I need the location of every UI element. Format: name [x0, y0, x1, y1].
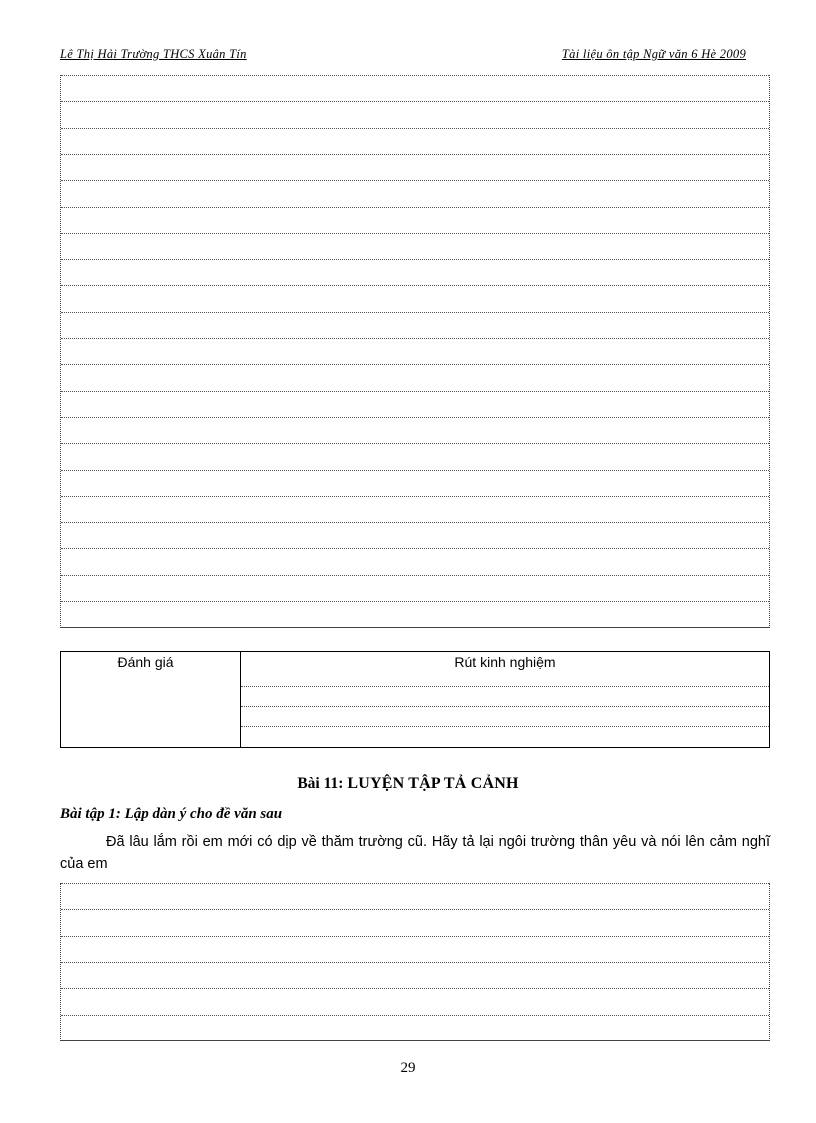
ruled-line — [61, 936, 769, 937]
ruled-line — [61, 75, 769, 76]
ruled-line — [61, 364, 769, 365]
ruled-line — [61, 1015, 769, 1016]
ruled-line — [241, 726, 769, 727]
ruled-line — [61, 883, 769, 884]
lesson-title — [0, 775, 816, 793]
ruled-line — [61, 285, 769, 286]
ruled-line — [61, 962, 769, 963]
lesson-number: Bài 11: — [297, 775, 344, 792]
lessons-learned-column — [241, 652, 769, 747]
writing-area-top — [60, 75, 770, 628]
header-document-title: Tài liệu ôn tập Ngữ văn 6 Hè 2009 — [561, 47, 746, 61]
ruled-line — [61, 988, 769, 989]
ruled-line — [61, 128, 769, 129]
writing-area-bottom — [60, 883, 770, 1041]
evaluation-header: Đánh giá — [117, 654, 174, 670]
ruled-line — [61, 391, 769, 392]
ruled-line — [241, 686, 769, 687]
ruled-line — [61, 312, 769, 313]
ruled-line — [61, 548, 769, 549]
ruled-line — [61, 601, 769, 602]
evaluation-table — [60, 651, 770, 748]
ruled-line — [61, 496, 769, 497]
page-number: 29 — [400, 1060, 416, 1076]
ruled-line — [61, 101, 769, 102]
ruled-line — [61, 909, 769, 910]
page-header — [60, 47, 746, 65]
ruled-line — [61, 233, 769, 234]
ruled-line — [61, 522, 769, 523]
header-author: Lê Thị Hải Trường THCS Xuân Tín — [60, 47, 247, 61]
ruled-line — [61, 154, 769, 155]
lessons-learned-header: Rút kinh nghiệm — [454, 654, 556, 670]
exercise-prompt: Đã lâu lắm rồi em mới có dịp về thăm trường cũ. Hãy tả lại ngôi trường thân yêu và nói lên cảm nghĩ của em — [60, 834, 770, 872]
ruled-line — [61, 470, 769, 471]
ruled-line — [61, 180, 769, 181]
ruled-line — [61, 207, 769, 208]
ruled-line — [61, 338, 769, 339]
ruled-line — [241, 706, 769, 707]
ruled-line — [61, 575, 769, 576]
evaluation-column — [61, 652, 241, 747]
exercise-label: Bài tập 1: Lập dàn ý cho đề văn sau — [60, 806, 283, 822]
lesson-name: LUYỆN TẬP TẢ CẢNH — [347, 775, 519, 792]
ruled-line — [61, 259, 769, 260]
ruled-line — [61, 443, 769, 444]
ruled-line — [61, 417, 769, 418]
